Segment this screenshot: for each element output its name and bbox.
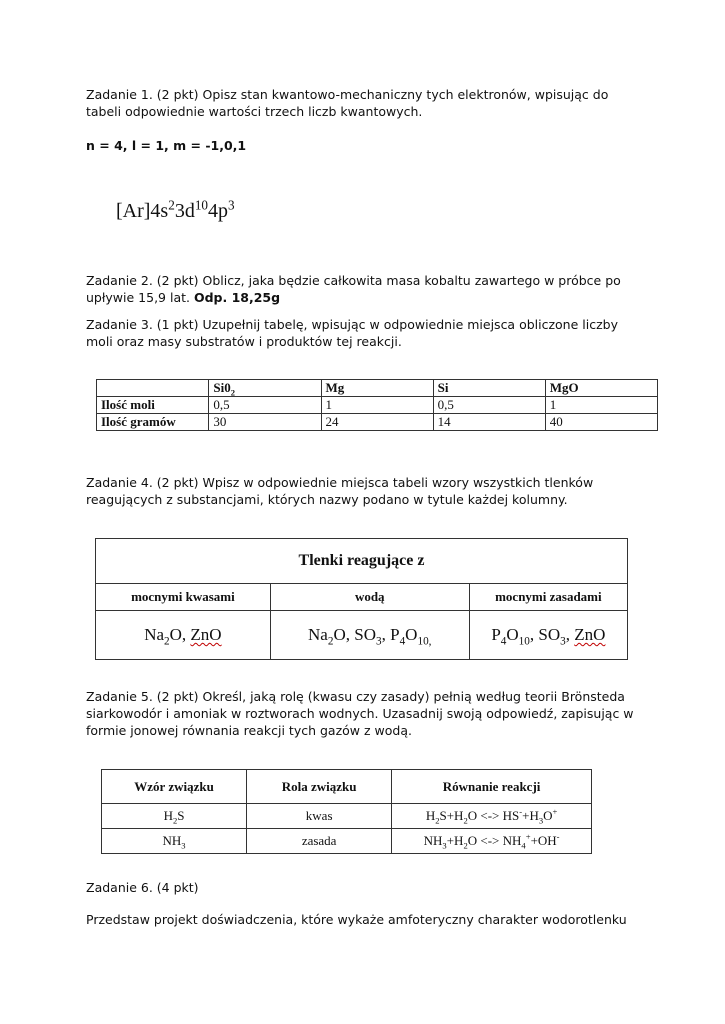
- header-sio2: $Si0_2$: [209, 380, 321, 397]
- table-row: Ilość gramów 30 24 14 40: [97, 414, 658, 431]
- formula-h2s: $H_2S$: [102, 804, 247, 829]
- task4-text: Zadanie 4. (2 pkt) Wpisz w odpowiednie miejsca tabeli wzory wszystkich tlenków reagujących z substancjami, których nazwy podano w tytule każdej kolumny.: [86, 475, 594, 507]
- task6-text: Przedstaw projekt doświadczenia, które wykaże amfoteryczny charakter wodorotlenku: [86, 912, 627, 927]
- equation-h2s: $H_2S+H_2O$ <-> $HS^-+H_3O^+$: [392, 804, 592, 829]
- task4-table: Tlenki reagujące z mocnymi kwasami wodą mocnymi zasadami $Na_2O$, ZnO $Na_2O$, $SO_3$, $P_4O_{10,}$ $P_4O_{10}$, $SO_3$, ZnO: [95, 538, 628, 660]
- table-row: Ilość moli 0,5 1 0,5 1: [97, 397, 658, 414]
- task3-table: [96, 379, 658, 431]
- task2-text: Zadanie 2. (2 pkt) Oblicz, jaka będzie całkowita masa kobaltu zawartego w próbce po upływie 15,9 lat. Odp. 18,25g: [86, 273, 621, 305]
- cell-strong-bases: $P_4O_{10}$, $SO_3$, ZnO: [469, 611, 627, 660]
- cell-strong-acids: $Na_2O$, ZnO: [96, 611, 271, 660]
- task2-answer: Odp. 18,25g: [193, 290, 281, 305]
- task6-heading: Zadanie 6. (4 pkt): [86, 880, 199, 895]
- task3-text: Zadanie 3. (1 pkt) Uzupełnij tabelę, wpisując w odpowiednie miejsca obliczone liczby moli oraz masy substratów i produktów tej reakcji.: [86, 317, 618, 349]
- formula-nh3: $NH_3$: [102, 829, 247, 854]
- equation-nh3: $NH_3+H_2O$ <-> $NH_4^++OH^-$: [392, 829, 592, 854]
- task5-text: Zadanie 5. (2 pkt) Określ, jaką rolę (kwasu czy zasady) pełnią według teorii Brönsteda siarkowodór i amoniak w roztworach wodnych. Uzasadnij swoją odpowiedź, zapisując w formie jonowej równania reakcji tych gazów z wodą.: [86, 689, 634, 738]
- task5-table: Wzór związku Rola związku Równanie reakcji $H_2S$ kwas $H_2S+H_2O$ <-> $HS^-+H_3O^+$ $NH_3$ zasada $NH_3+H_2O$ <-> $NH_4^++OH^-$: [101, 769, 592, 854]
- electron-configuration: $[Ar]4s^23d^{10}4p^3$: [116, 197, 235, 222]
- task1-answer: n = 4, l = 1, m = -1,0,1: [86, 138, 247, 153]
- table-title: Tlenki reagujące z: [96, 539, 628, 584]
- task1-text: Zadanie 1. (2 pkt) Opisz stan kwantowo-mechaniczny tych elektronów, wpisując do tabeli odpowiednie wartości trzech liczb kwantowych.: [86, 87, 609, 119]
- table-header-row: $Si0_2$ Mg Si MgO: [97, 380, 658, 397]
- cell-water: $Na_2O$, $SO_3$, $P_4O_{10,}$: [270, 611, 469, 660]
